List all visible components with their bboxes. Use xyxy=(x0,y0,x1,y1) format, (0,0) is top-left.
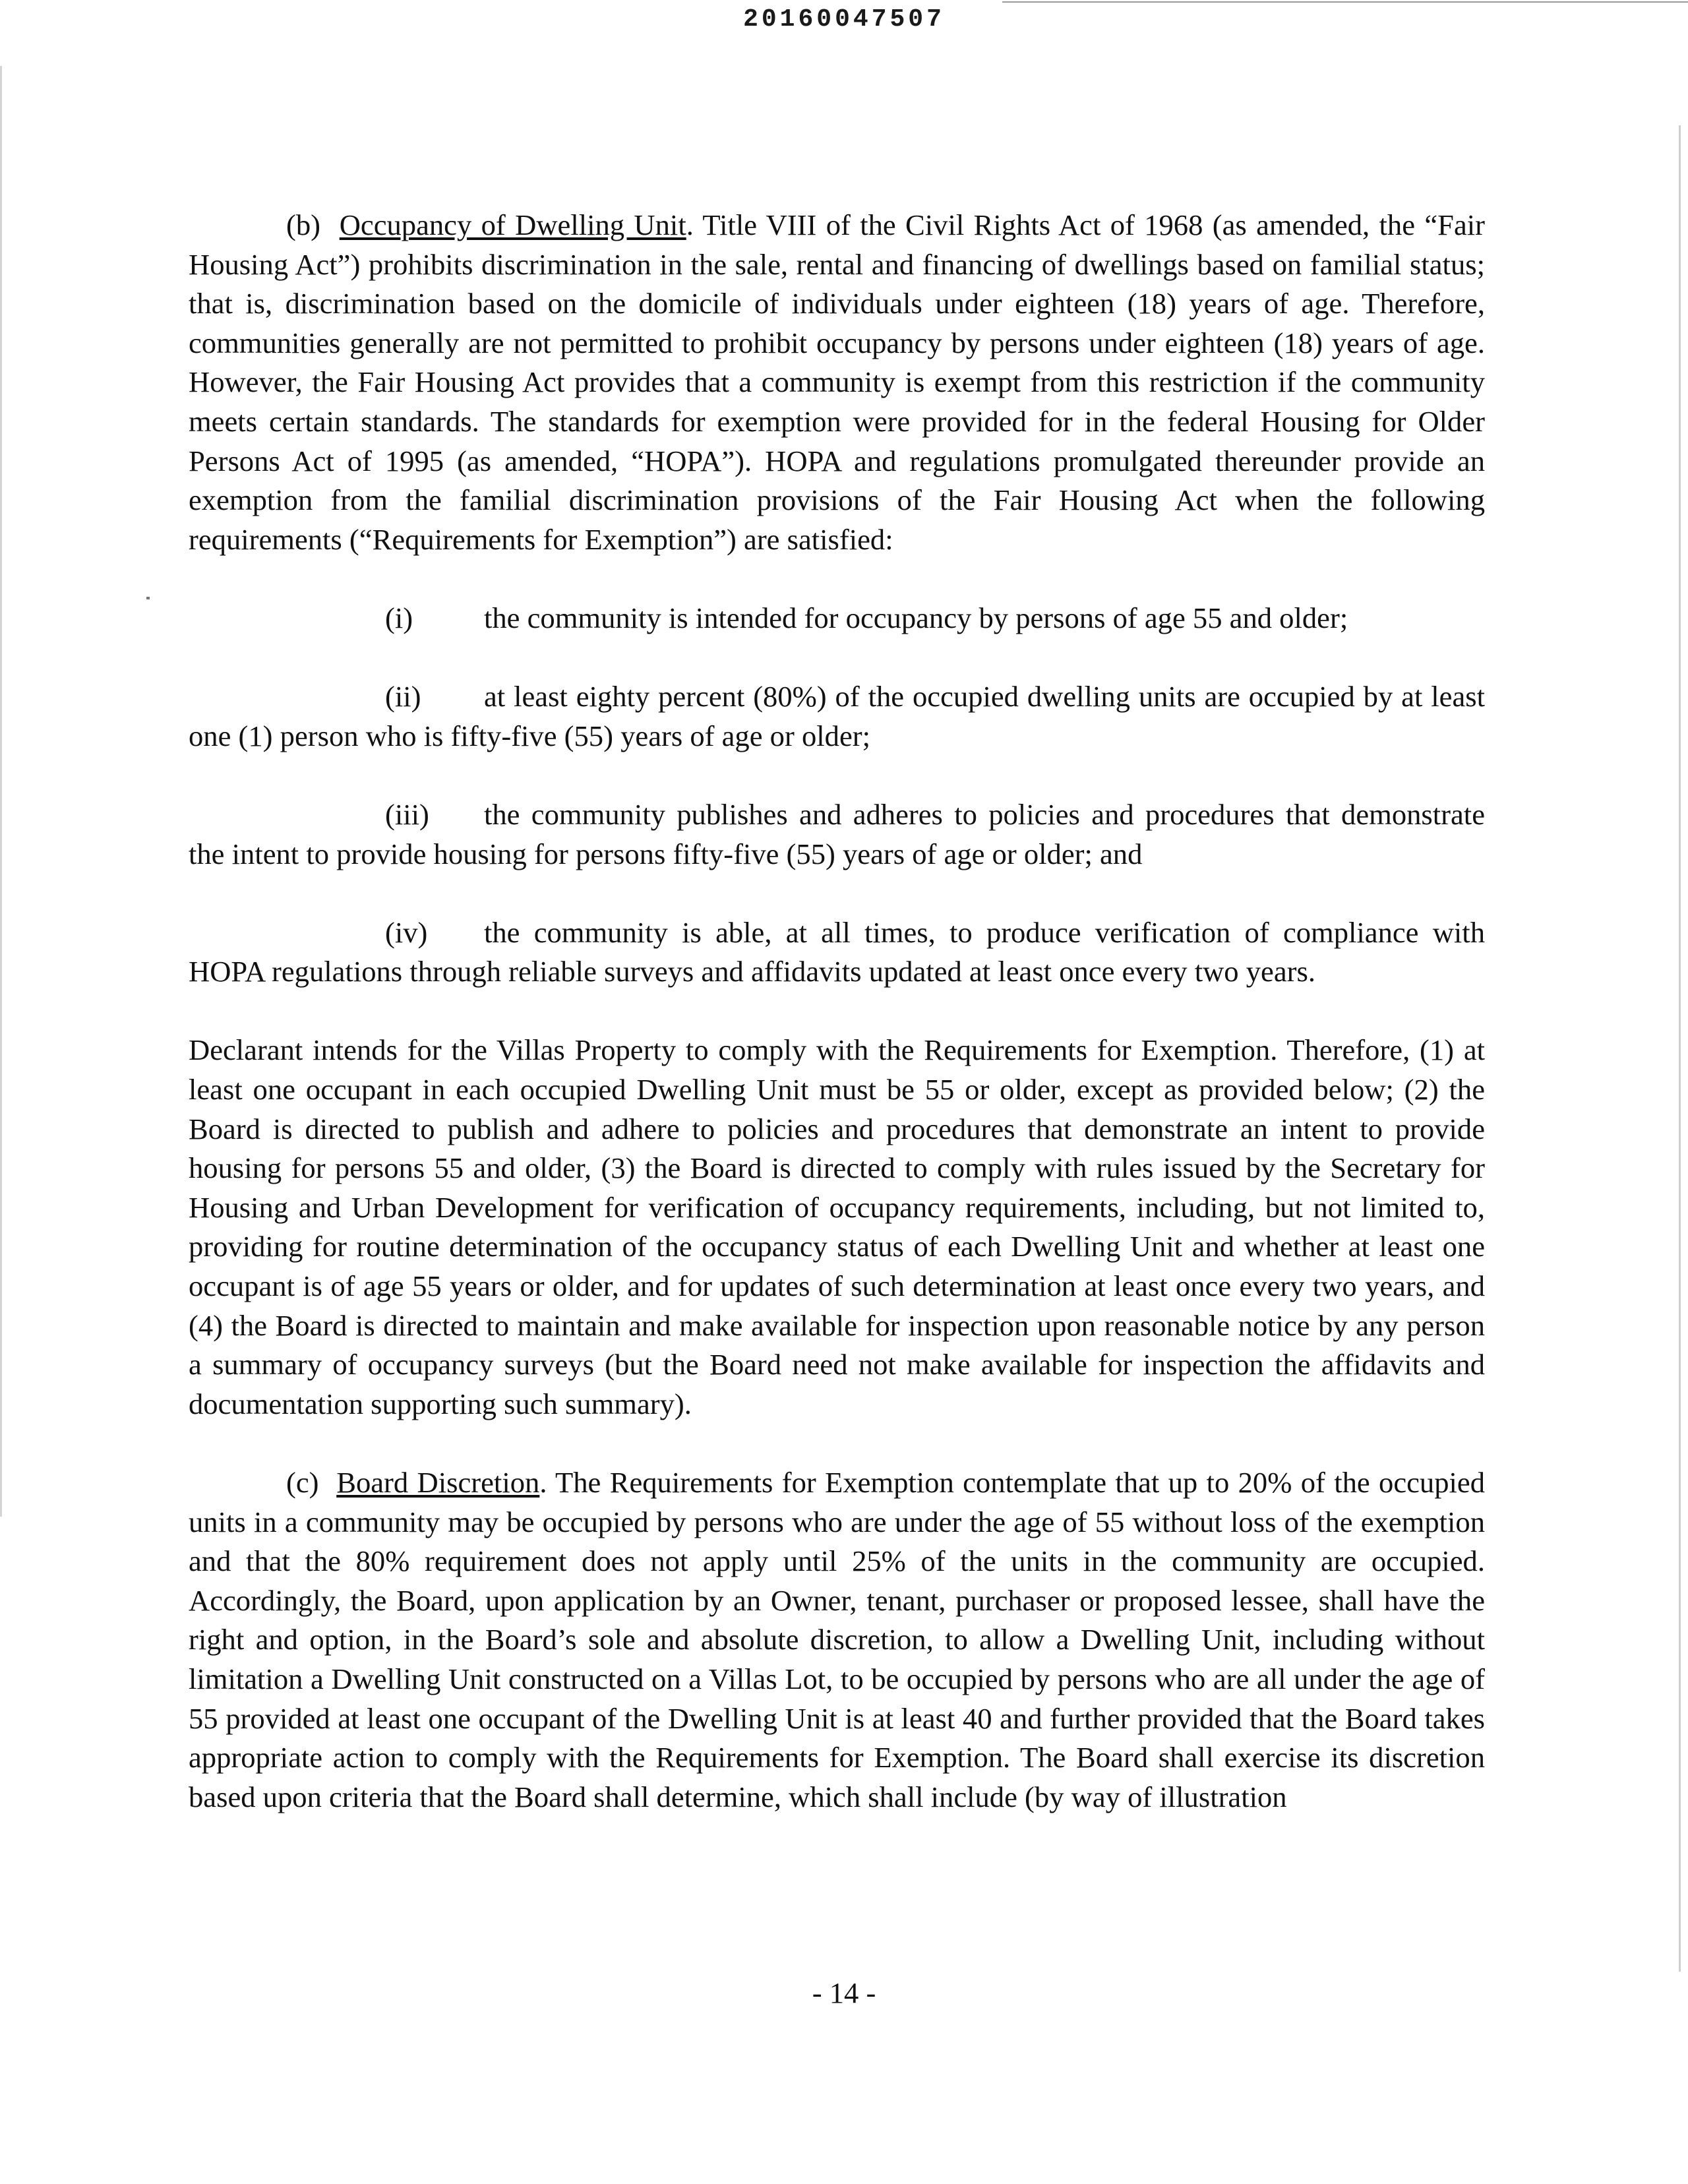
declarant-paragraph: Declarant intends for the Villas Property to comply with the Requirements for Exemption. Therefore, (1) at least one occupant in each occupied Dwelling Unit must be 55 or older, except as provided below; (2) the Board is directed to publish and adhere to policies and procedures that demonstrate an intent to provide housing for persons 55 and older, (3) the Board is directed to comply with rules issued by the Secretary for Housing and Urban Development for verification of occupancy requirements, including, but not limited to, providing for routine determination of the occupancy status of each Dwelling Unit and whether at least one occupant is of age 55 years or older, and for updates of such determination at least once every two years, and (4) the Board is directed to maintain and make available for inspection upon reasonable notice by any person a summary of occupancy surveys (but the Board need not make available for inspection the affidavits and documentation supporting such summary). xyxy=(189,1033,1485,1420)
requirement-number: (ii) xyxy=(385,680,421,713)
requirement-item xyxy=(189,599,1485,638)
requirement-item xyxy=(189,677,1485,756)
section-c-heading: Board Discretion xyxy=(336,1466,540,1499)
scan-edge-right xyxy=(1679,125,1681,1972)
section-b-body: . Title VIII of the Civil Rights Act of 1968 (as amended, the “Fair Housing Act”) prohibits discrimination in the sale, rental and financing of dwellings based on familial status; that is, discrimination based on the domicile of individuals under eighteen (18) years of age. Therefore, communities generally are not permitted to prohibit occupancy by persons under eighteen (18) years of age. However, the Fair Housing Act provides that a community is exempt from this restriction if the community meets certain standards. The standards for exemption were provided for in the federal Housing for Older Persons Act of 1995 (as amended, “HOPA”). HOPA and regulations promulgated thereunder provide an exemption from the familial discrimination provisions of the Fair Housing Act when the following requirements (“Requirements for Exemption”) are satisfied: xyxy=(189,208,1485,556)
top-rule xyxy=(1002,1,1688,3)
requirement-number: (iii) xyxy=(385,797,429,831)
requirement-number: (iv) xyxy=(385,915,428,949)
page-number: - 14 - xyxy=(812,1976,876,2009)
page-body xyxy=(189,206,1485,1817)
section-b-heading: Occupancy of Dwelling Unit xyxy=(339,208,686,241)
scan-speck xyxy=(146,597,150,599)
scan-edge-left xyxy=(0,66,2,1517)
section-b-paragraph xyxy=(189,206,1485,559)
document-number: 20160047507 xyxy=(743,5,945,34)
section-b-label: (b) xyxy=(286,208,320,241)
requirement-text: the community is intended for occupancy by persons of age 55 and older; xyxy=(484,601,1348,634)
requirement-text: the community is able, at all times, to produce verification of compliance with HOPA regulations through reliable surveys and affidavits updated at least once every two years. xyxy=(189,915,1485,988)
section-c-paragraph xyxy=(189,1463,1485,1817)
requirement-number: (i) xyxy=(385,601,413,634)
requirement-text: at least eighty percent (80%) of the occupied dwelling units are occupied by at least one (1) person who is fifty-five (55) years of age or older; xyxy=(189,680,1485,752)
requirement-text: the community publishes and adheres to policies and procedures that demonstrate the intent to provide housing for persons fifty-five (55) years of age or older; and xyxy=(189,797,1485,870)
requirement-item xyxy=(189,795,1485,874)
section-c-body: . The Requirements for Exemption contemplate that up to 20% of the occupied units in a community may be occupied by persons who are under the age of 55 without loss of the exemption and that the 80% requirement does not apply until 25% of the units in the community are occupied. Accordingly, the Board, upon application by an Owner, tenant, purchaser or proposed lessee, shall have the right and option, in the Board’s sole and absolute discretion, to allow a Dwelling Unit, including without limitation a Dwelling Unit constructed on a Villas Lot, to be occupied by persons who are all under the age of 55 provided at least one occupant of the Dwelling Unit is at least 40 and further provided that the Board takes appropriate action to comply with the Requirements for Exemption. The Board shall exercise its discretion based upon criteria that the Board shall determine, which shall include (by way of illustration xyxy=(189,1466,1485,1813)
section-c-label: (c) xyxy=(286,1466,319,1499)
requirement-item xyxy=(189,913,1485,992)
